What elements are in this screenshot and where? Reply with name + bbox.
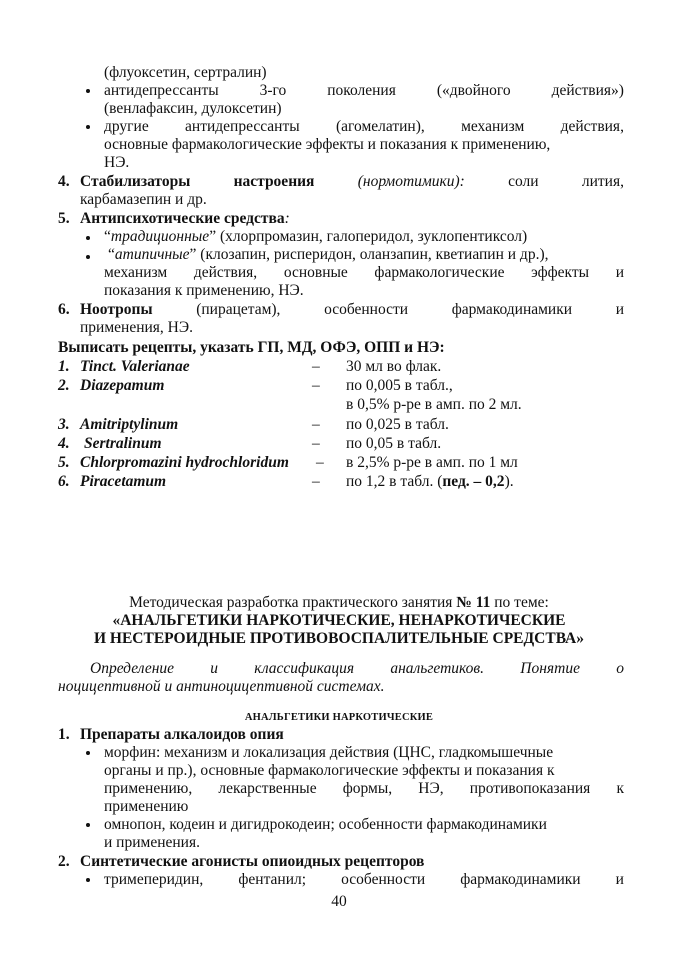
prescription-drug: Diazepamum	[80, 377, 165, 394]
list-item-text: механизм действия, основные фармакологические эффекты и	[104, 264, 624, 281]
section-heading: Стабилизаторы настроения (нормотимики): соли лития,	[80, 173, 624, 190]
section-number: 2.	[58, 853, 70, 870]
section-heading: Синтетические агонисты опиоидных рецепторов	[80, 853, 425, 870]
prescription-number: 4.	[58, 435, 70, 452]
prescription-dose: по 0,025 в табл.	[346, 416, 449, 433]
prescription-dose: в 0,5% р-ре в амп. по 2 мл.	[346, 396, 522, 413]
list-item-text: другие антидепрессанты (агомелатин), механизм действия,	[104, 118, 624, 135]
bullet	[86, 89, 90, 93]
section-heading: Ноотропы (пирацетам), особенности фармакодинамики и	[80, 301, 624, 318]
list-item-text: антидепрессанты 3-го поколения («двойного действия»)	[104, 82, 624, 99]
prescription-dose: по 0,005 в табл.,	[346, 377, 453, 394]
prescription-number: 6.	[58, 473, 70, 490]
prescription-drug: Tinct. Valerianae	[80, 358, 190, 375]
list-item-text: основные фармакологические эффекты и показания к применению,	[104, 136, 551, 153]
prescription-dose: по 1,2 в табл. (пед. – 0,2).	[346, 473, 514, 490]
section-number: 4.	[58, 173, 70, 190]
prescriptions-heading: Выписать рецепты, указать ГП, МД, ОФЭ, ОПП и НЭ:	[58, 339, 445, 356]
list-item-text: показания к применению, НЭ.	[104, 282, 304, 299]
section-heading: Препараты алкалоидов опия	[80, 726, 284, 743]
list-continuation: (флуоксетин, сертралин)	[104, 64, 267, 81]
lesson-title: И НЕСТЕРОИДНЫЕ ПРОТИВОВОСПАЛИТЕЛЬНЫЕ СРЕДСТВА»	[93, 630, 584, 647]
prescription-drug: Amitriptylinum	[80, 416, 179, 433]
section-number: 6.	[58, 301, 70, 318]
section-number: 1.	[58, 726, 70, 743]
list-item-text: морфин: механизм и локализация действия (ЦНС, гладкомышечные	[104, 744, 554, 761]
prescription-number: 3.	[58, 416, 70, 433]
lesson-title: «АНАЛЬГЕТИКИ НАРКОТИЧЕСКИЕ, НЕНАРКОТИЧЕСКИЕ	[112, 612, 566, 629]
bullet	[86, 236, 90, 240]
prescription-dose: 30 мл во флак.	[346, 358, 442, 375]
prescription-drug: Piracetamum	[80, 473, 167, 490]
list-item-text: и применения.	[104, 834, 200, 851]
prescription-dose: по 0,05 в табл.	[346, 435, 442, 452]
bullet	[86, 878, 90, 882]
list-item-text: органы и пр.), основные фармакологические эффекты и показания к	[104, 762, 555, 779]
list-item-text: омнопон, кодеин и дигидрокодеин; особенности фармакодинамики	[104, 816, 547, 833]
section-heading: Антипсихотические средства:	[80, 210, 290, 227]
prescription-number: 1.	[58, 358, 70, 375]
subheading: АНАЛЬГЕТИКИ НАРКОТИЧЕСКИЕ	[244, 712, 434, 723]
prescription-dose: в 2,5% р-ре в амп. по 1 мл	[346, 454, 518, 471]
lesson-intro: Методическая разработка практического занятия № 11 по теме:	[129, 594, 549, 611]
lesson-definition: Определение и классификация анальгетиков. Понятие о	[90, 660, 624, 677]
bullet	[86, 823, 90, 827]
bullet	[86, 751, 90, 755]
bullet	[86, 125, 90, 129]
section-text: карбамазепин и др.	[80, 191, 207, 208]
section-number: 5.	[58, 210, 70, 227]
prescription-dash: –	[312, 435, 320, 452]
lesson-definition: ноцицептивной и антиноцицептивной системах.	[58, 678, 385, 695]
prescription-drug: Chlorpromazini hydrochloridum	[80, 454, 289, 471]
section-text: применения, НЭ.	[80, 319, 193, 336]
page-number: 40	[331, 893, 347, 910]
list-item-text: “атипичные” (клозапин, рисперидон, оланзапин, кветиапин и др.),	[108, 246, 549, 263]
list-item-text: НЭ.	[104, 154, 130, 171]
prescription-dash: –	[312, 377, 320, 394]
list-item-text: (венлафаксин, дулоксетин)	[104, 100, 282, 117]
list-item-text: “традиционные” (хлорпромазин, галоперидол, зуклопентиксол)	[104, 228, 528, 245]
list-item-text: применению	[104, 798, 189, 815]
prescription-number: 5.	[58, 454, 70, 471]
prescription-dash: –	[312, 358, 320, 375]
prescription-dash: –	[316, 454, 324, 471]
bullet	[86, 255, 90, 259]
list-item-text: тримеперидин, фентанил; особенности фармакодинамики и	[104, 871, 624, 888]
prescription-dash: –	[312, 473, 320, 490]
list-item-text: применению, лекарственные формы, НЭ, противопоказания к	[104, 780, 624, 797]
prescription-drug: Sertralinum	[84, 435, 162, 452]
prescription-number: 2.	[58, 377, 70, 394]
prescription-dash: –	[312, 416, 320, 433]
